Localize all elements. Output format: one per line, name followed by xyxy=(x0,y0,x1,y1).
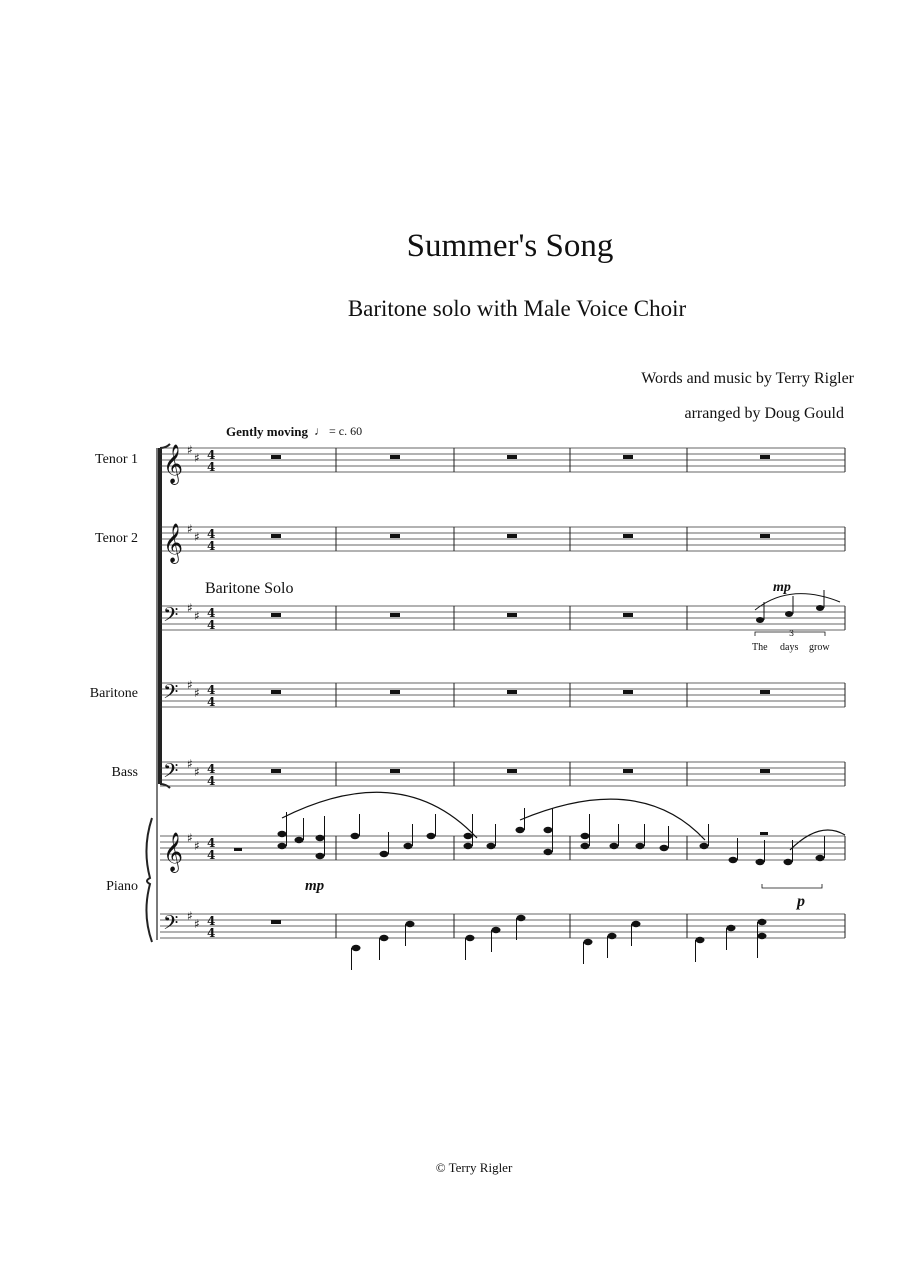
bass-clef-icon: 𝄢 xyxy=(163,759,179,787)
whole-rest xyxy=(623,534,633,538)
whole-rest xyxy=(271,455,281,459)
whole-rest xyxy=(390,455,400,459)
treble-clef-icon: 𝄞 xyxy=(163,832,184,872)
note-head xyxy=(380,935,389,941)
whole-rest xyxy=(390,769,400,773)
whole-rest xyxy=(760,690,770,694)
copyright-notice: © Terry Rigler xyxy=(435,1160,513,1175)
whole-rest xyxy=(507,455,517,459)
whole-rest xyxy=(507,613,517,617)
sharp-icon: ♯ xyxy=(194,686,200,700)
whole-rest xyxy=(390,534,400,538)
note-head xyxy=(696,937,705,943)
note-head xyxy=(427,833,436,839)
instrument-label: Bass xyxy=(111,765,138,780)
note-head xyxy=(464,833,473,839)
whole-rest xyxy=(623,455,633,459)
time-signature: 4 xyxy=(207,460,216,474)
sharp-icon: ♯ xyxy=(194,609,200,623)
triplet-number: 3 xyxy=(789,629,795,638)
time-signature: 4 xyxy=(207,926,216,940)
note-head xyxy=(278,843,287,849)
whole-rest xyxy=(760,534,770,538)
whole-rest xyxy=(390,690,400,694)
whole-rest xyxy=(760,769,770,773)
sharp-icon: ♯ xyxy=(194,451,200,465)
bass-clef-icon: 𝄢 xyxy=(163,911,179,939)
note-head xyxy=(700,843,709,849)
lyric: days xyxy=(780,642,799,653)
note-head xyxy=(404,843,413,849)
time-signature: 4 xyxy=(207,848,216,862)
sharp-icon: ♯ xyxy=(187,831,193,845)
bass-clef-icon: 𝄢 xyxy=(163,680,179,708)
note-head xyxy=(295,837,304,843)
slur xyxy=(790,830,845,850)
sharp-icon: ♯ xyxy=(194,839,200,853)
note-head xyxy=(816,855,825,861)
tempo-text: Gently moving xyxy=(226,424,308,439)
dynamic-marking: p xyxy=(797,893,805,910)
time-signature: 4 xyxy=(207,448,216,462)
time-signature: 4 xyxy=(207,695,216,709)
dynamic-marking: mp xyxy=(305,878,325,894)
note-head xyxy=(466,935,475,941)
whole-rest xyxy=(390,613,400,617)
sharp-icon: ♯ xyxy=(194,530,200,544)
note-head xyxy=(729,857,738,863)
whole-rest xyxy=(623,690,633,694)
composer-credit: Words and music by Terry Rigler xyxy=(641,370,854,387)
note-head xyxy=(660,845,669,851)
sharp-icon: ♯ xyxy=(187,443,193,457)
piano-brace xyxy=(146,818,152,942)
slur xyxy=(282,792,477,838)
time-signature: 4 xyxy=(207,774,216,788)
whole-rest xyxy=(271,769,281,773)
sharp-icon: ♯ xyxy=(194,917,200,931)
note-head xyxy=(610,843,619,849)
time-signature: 4 xyxy=(207,527,216,541)
whole-rest xyxy=(271,690,281,694)
staves xyxy=(160,443,845,940)
dynamic-marking: mp xyxy=(773,580,791,595)
note-head xyxy=(756,859,765,865)
note-head xyxy=(581,843,590,849)
arranger-credit: arranged by Doug Gould xyxy=(684,405,844,422)
instrument-label: Tenor 1 xyxy=(95,452,138,467)
time-signature: 4 xyxy=(207,836,216,850)
time-signature: 4 xyxy=(207,539,216,553)
sharp-icon: ♯ xyxy=(187,678,193,692)
whole-rest xyxy=(623,613,633,617)
sharp-icon: ♯ xyxy=(187,757,193,771)
note-head xyxy=(816,605,824,611)
sharp-icon: ♯ xyxy=(194,765,200,779)
slur xyxy=(755,594,840,610)
note-head xyxy=(517,915,526,921)
whole-rest xyxy=(760,455,770,459)
half-rest xyxy=(234,848,242,851)
instrument-label: Baritone xyxy=(89,686,138,701)
bass-clef-icon: 𝄢 xyxy=(163,603,179,631)
time-signature: 4 xyxy=(207,618,216,632)
whole-rest xyxy=(271,920,281,924)
note-head xyxy=(380,851,389,857)
instrument-label: Tenor 2 xyxy=(95,531,138,546)
whole-rest xyxy=(623,769,633,773)
time-signature: 4 xyxy=(207,914,216,928)
time-signature: 4 xyxy=(207,683,216,697)
half-rest xyxy=(760,832,768,835)
treble-clef-icon: 𝄞 xyxy=(163,523,184,563)
lyric: grow xyxy=(809,642,830,653)
note-head xyxy=(492,927,501,933)
lyric: The xyxy=(752,642,768,653)
page-subtitle: Baritone solo with Male Voice Choir xyxy=(347,296,687,321)
metronome-mark: ♩ = c. 60 xyxy=(314,424,363,438)
whole-rest xyxy=(507,769,517,773)
note-head xyxy=(784,859,793,865)
whole-rest xyxy=(271,613,281,617)
note-head xyxy=(785,611,793,617)
note-head xyxy=(316,853,325,859)
note-head xyxy=(581,833,590,839)
note-head xyxy=(464,843,473,849)
note-head xyxy=(544,827,553,833)
sharp-icon: ♯ xyxy=(187,601,193,615)
note-head xyxy=(352,945,361,951)
whole-rest xyxy=(507,690,517,694)
note-head xyxy=(636,843,645,849)
note-head xyxy=(487,843,496,849)
solo-label: Baritone Solo xyxy=(205,580,294,597)
note-head xyxy=(758,919,767,925)
time-signature: 4 xyxy=(207,606,216,620)
note-head xyxy=(608,933,617,939)
note-head xyxy=(727,925,736,931)
note-head xyxy=(316,835,325,841)
note-head xyxy=(278,831,287,837)
instrument-label: Piano xyxy=(106,879,138,894)
slur xyxy=(520,799,705,840)
treble-clef-icon: 𝄞 xyxy=(163,444,184,484)
sharp-icon: ♯ xyxy=(187,909,193,923)
note-marks xyxy=(234,455,845,970)
note-head xyxy=(516,827,525,833)
note-head xyxy=(584,939,593,945)
whole-rest xyxy=(271,534,281,538)
note-head xyxy=(544,849,553,855)
whole-rest xyxy=(507,534,517,538)
page-title: Summer's Song xyxy=(406,228,614,264)
sharp-icon: ♯ xyxy=(187,522,193,536)
note-head xyxy=(406,921,415,927)
triplet-bracket xyxy=(762,884,822,888)
note-head xyxy=(758,933,767,939)
time-signature: 4 xyxy=(207,762,216,776)
note-head xyxy=(632,921,641,927)
note-head xyxy=(351,833,360,839)
note-head xyxy=(756,617,764,623)
